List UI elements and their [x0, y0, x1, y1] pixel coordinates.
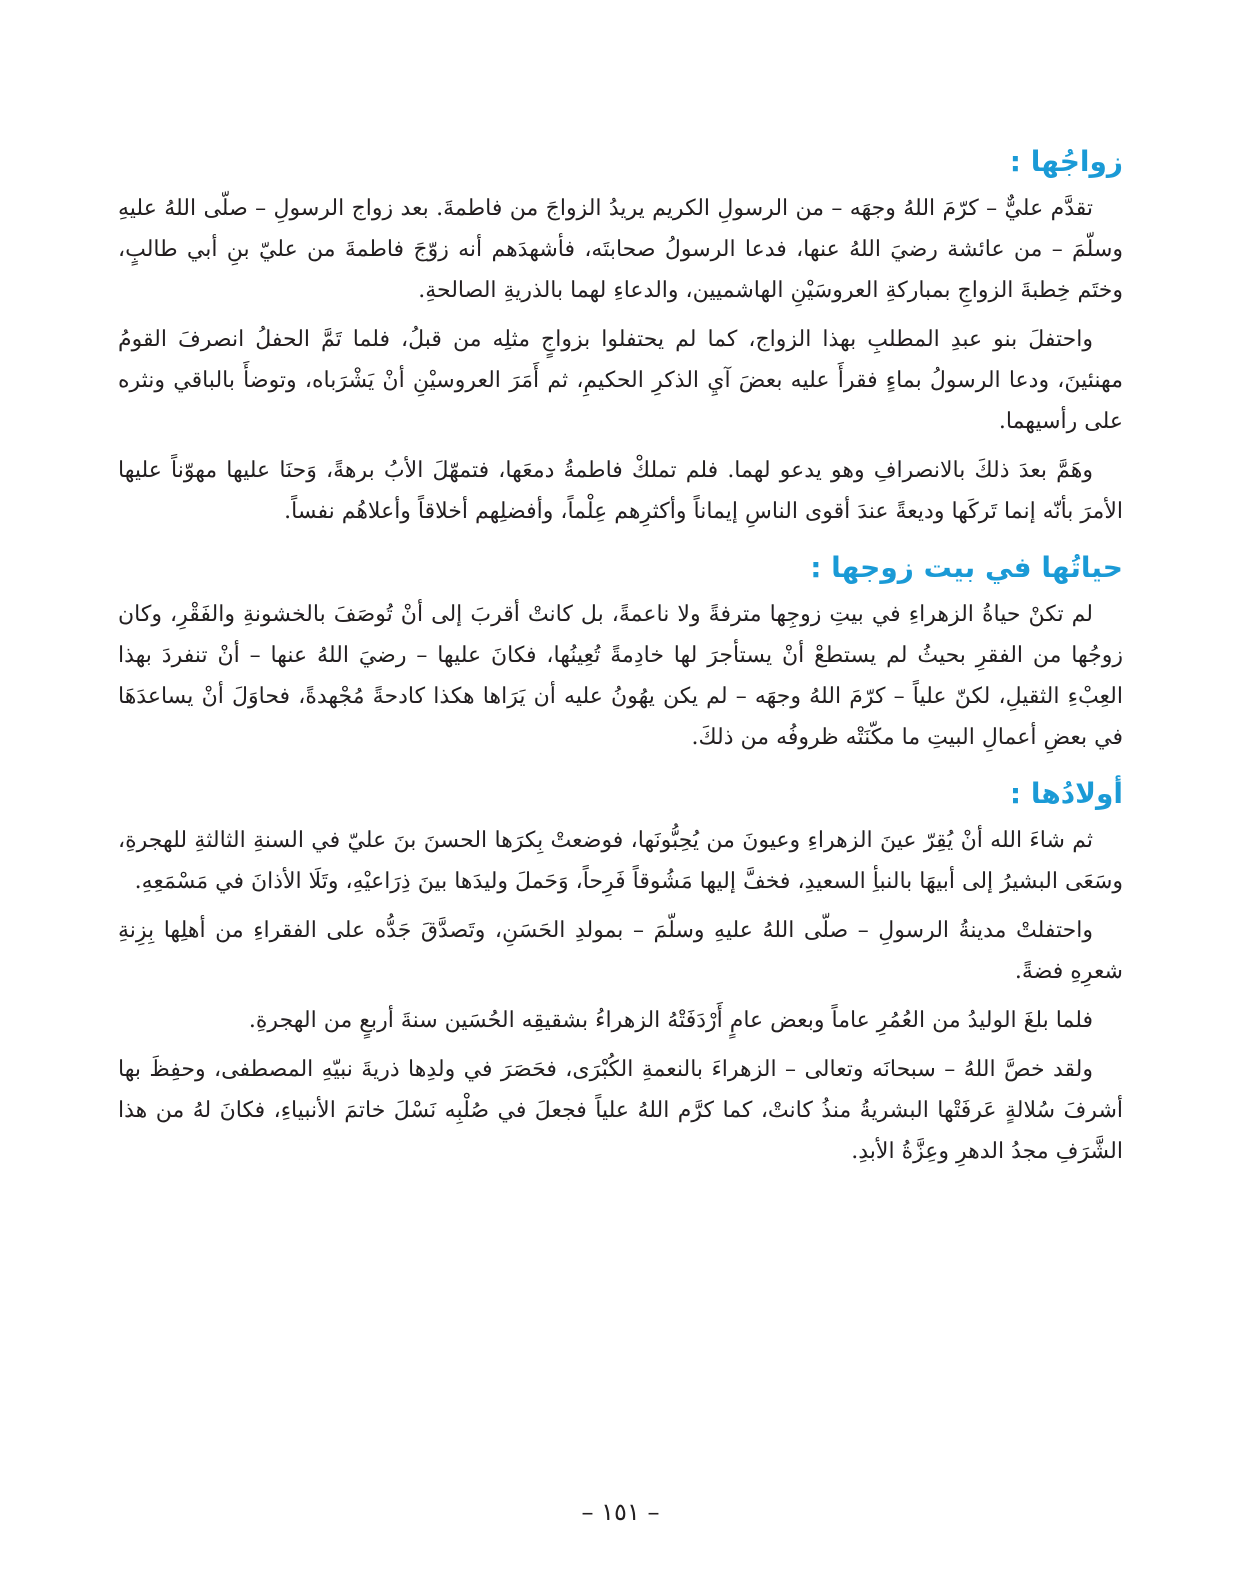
paragraph: تقدَّم عليٌّ – كرّمَ اللهُ وجهَه – من الرسولِ الكريم يريدُ الزواجَ من فاطمةَ. بعد زواج الرسولِ – صلّى اللهُ عليهِ وسلّمَ – من عائشة رضيَ اللهُ عنها، فدعا الرسولُ صحابتَه، فأشهدَهم أنه زوّجَ فاطمةَ من عليّ بنِ أبي طالبٍ، وختَم خِطبةَ الزواجِ بمباركةِ العروسَيْنِ الهاشميين، والدعاءِ لهما بالذريةِ الصالحةِ. — [118, 196, 1124, 303]
paragraph: واحتفلَ بنو عبدِ المطلبِ بهذا الزواج، كما لم يحتفلوا بزواجٍ مثلِه من قبلُ، فلما تَمَّ الحفلُ انصرفَ القومُ مهنئينَ، ودعا الرسولُ بماءٍ فقرأَ عليه بعضَ آيِ الذكرِ الحكيمِ، ثم أَمَرَ العروسيْنِ أنْ يَشْرَباه، وتوضأَ بالباقي ونثره على رأسيهما. — [118, 327, 1123, 434]
paragraph: ثم شاءَ الله أنْ يُقِرّ عينَ الزهراءِ وعيونَ من يُحِبُّونَها، فوضعتْ بِكرَها الحسنَ بنَ عليّ في السنةِ الثالثةِ للهجرةِ، وسَعَى البشيرُ إلى أبيهَا بالنبأِ السعيدِ، فخفَّ إليها مَشُوقاً فَرِحاً، وَحَملَ وليدَها بينَ ذِرَاعيْهِ، وتَلَا الأذانَ في مَسْمَعِهِ. — [118, 828, 1123, 894]
page-content — [118, 140, 1123, 1186]
paragraph: واحتفلتْ مدينةُ الرسولِ – صلّى اللهُ عليهِ وسلّمَ – بمولدِ الحَسَنِ، وتَصدَّقَ جَدُّه على الفقراءِ من أهلِها بِزِنةِ شعرِهِ فضةً. — [118, 918, 1123, 984]
section-title-children: أولادُها : — [1009, 777, 1123, 810]
paragraph: لم تكنْ حياةُ الزهراءِ في بيتِ زوجِها مترفةً ولا ناعمةً، بل كانتْ أقربَ إلى أنْ تُوصَفَ بالخشونةِ والفَقْرِ، وكان زوجُها من الفقرِ بحيثُ لم يستطعْ أنْ يستأجرَ لها خادِمةً تُعِينُها، فكانَ عليها – رضيَ اللهُ عنها – أنْ تنفردَ بهذا العِبْءِ الثقيلِ، لكنّ علياً – كرّمَ اللهُ وجهَه – لم يكن يهُونُ عليه أن يَرَاها هكذا كادحةً مُجْهدةً، فحاوَلَ أنْ يساعدَهَا في بعضِ أعمالِ البيتِ ما مكّنَتْه ظروفُه من ذلكَ. — [118, 602, 1123, 750]
section-marriage — [118, 140, 1123, 532]
paragraph: وهَمَّ بعدَ ذلكَ بالانصرافِ وهو يدعو لهما. فلم تملكْ فاطمةُ دمعَها، فتمهّلَ الأبُ برهةً، وَحنَا عليها مهوّناً عليها الأمرَ بأنّه إنما تَركَها وديعةً عندَ أقوى الناسِ إيماناً وأكثرِهم عِلْماً، وأفضلِهم أخلاقاً وأعلاهُم نفساً. — [118, 458, 1123, 524]
paragraph: ولقد خصَّ اللهُ – سبحانَه وتعالى – الزهراءَ بالنعمةِ الكُبْرَى، فحَصَرَ في ولدِها ذريةَ نبيّهِ المصطفى، وحفِظَ بها أشرفَ سُلالةٍ عَرفَتْها البشريةُ منذُ كانتْ، كما كرَّم اللهُ علياً فجعلَ في صُلْبِه نَسْلَ خاتمَ الأنبياءِ، فكانَ لهُ من هذا الشَّرَفِ مجدُ الدهرِ وعِزَّةُ الأبدِ. — [118, 1057, 1123, 1164]
paragraph: فلما بلغَ الوليدُ من العُمُرِ عاماً وبعض عامٍ أَرْدَفَتْهُ الزهراءُ بشقيقِه الحُسَين سنةَ أربعٍ من الهجرةِ. — [248, 1008, 1093, 1033]
section-title-marriage: زواجُها : — [1009, 145, 1123, 178]
section-title-life: حياتُها في بيت زوجها : — [810, 551, 1123, 584]
section-children — [118, 772, 1123, 1172]
section-life-in-husband-house — [118, 546, 1123, 758]
page-number: – ١٥١ – — [581, 1498, 660, 1526]
